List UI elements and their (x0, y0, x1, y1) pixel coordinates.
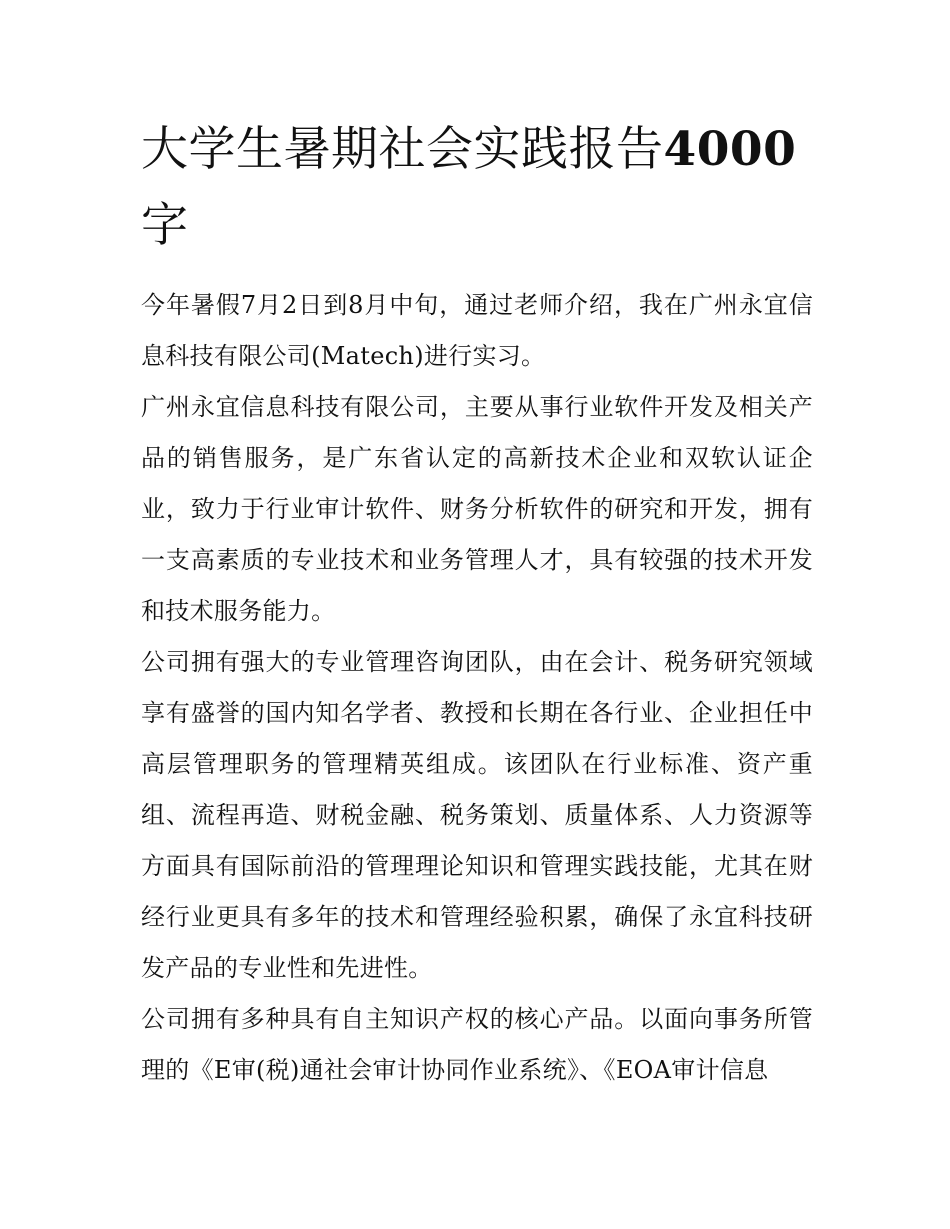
title-number: 4000 (663, 122, 797, 177)
paragraph-core-products: 公司拥有多种具有自主知识产权的核心产品。以面向事务所管理的《E审(税)通社会审计协同作业系统》、《EOA审计信息 (141, 1005, 813, 1084)
paragraph-consulting-team: 公司拥有强大的专业管理咨询团队，由在会计、税务研究领域享有盛誉的国内知名学者、教授和长期在各行业、企业担任中高层管理职务的管理精英组成。该团队在行业标准、资产重组、流程再造、财税金融、税务策划、质量体系、人力资源等方面具有国际前沿的管理理论知识和管理实践技能，尤其在财经行业更具有多年的技术和管理经验积累，确保了永宜科技研发产品的专业性和先进性。 (141, 648, 813, 982)
document-title (141, 112, 813, 264)
document-content (141, 112, 813, 1096)
title-text: 大学生暑期社会实践报告 (141, 122, 664, 177)
paragraph-company-overview: 广州永宜信息科技有限公司，主要从事行业软件开发及相关产品的销售服务，是广东省认定的高新技术企业和双软认证企业，致力于行业审计软件、财务分析软件的研究和开发，拥有一支高素质的专业技术和业务管理人才，具有较强的技术开发和技术服务能力。 (141, 393, 813, 625)
title-suffix: 字 (141, 198, 189, 253)
paragraph-internship-intro: 今年暑假7月2日到8月中旬，通过老师介绍，我在广州永宜信息科技有限公司(Matech)进行实习。 (141, 291, 813, 370)
